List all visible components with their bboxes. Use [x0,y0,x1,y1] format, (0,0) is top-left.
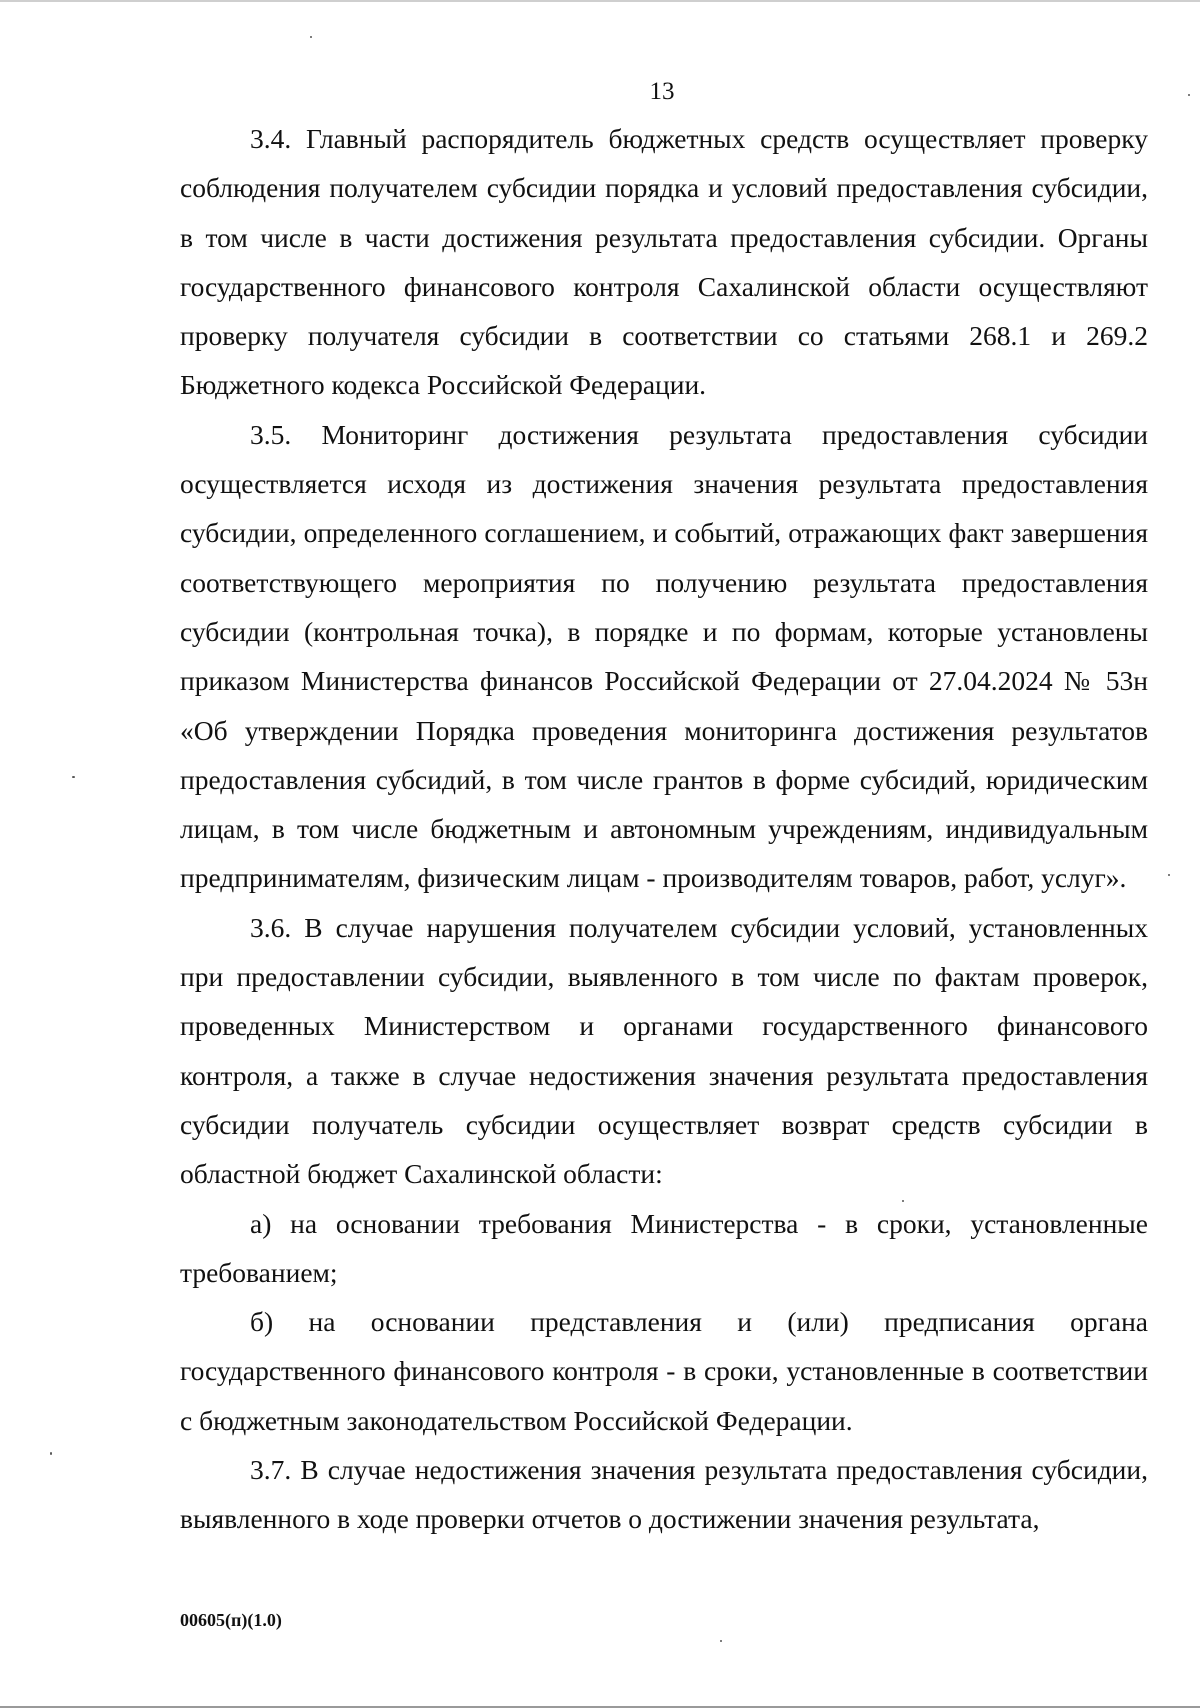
scan-speck [1188,94,1190,96]
scan-top-edge [0,0,1200,2]
scan-speck [720,1640,722,1642]
document-footer-code: 00605(п)(1.0) [180,1610,282,1630]
paragraph-3-7: 3.7. В случае недостижения значения результата предоставления субсидии, выявленного в ходе проверки отчетов о достижении значения результата, [180,1454,1148,1535]
paragraph-3-5: 3.5. Мониторинг достижения результата предоставления субсидии осуществляется исходя из достижения значения результата предоставления субсидии, определенного соглашением, и событий, отражающих факт завершения соответствующего мероприятия по получению результата предоставления субсидии (контрольная точка), в порядке и по формам, которые установлены приказом Министерства финансов Российской Федерации от 27.04.2024 № 53н «Об утверждении Порядка проведения мониторинга достижения результатов предоставления субсидий, в том числе грантов в форме субсидий, юридическим лицам, в том числе бюджетным и автономным учреждениям, индивидуальным предпринимателям, физическим лицам - производителям товаров, работ, услуг». [180,418,1148,894]
document-body [180,114,1148,1544]
paragraph-3-4: 3.4. Главный распорядитель бюджетных средств осуществляет проверку соблюдения получателем субсидии порядка и условий предоставления субсидии, в том числе в части достижения результата предоставления субсидии. Органы государственного финансового контроля Сахалинской области осуществляют проверку получателя субсидии в соответствии со статьями 268.1 и 269.2 Бюджетного кодекса Российской Федерации. [180,123,1148,401]
paragraph-3-6-b: б) на основании представления и (или) предписания органа государственного финансового контроля - в сроки, установленные в соответствии с бюджетным законодательством Российской Федерации. [180,1306,1148,1436]
paragraph-3-6-a: а) на основании требования Министерства - в сроки, установленные требованием; [180,1207,1148,1288]
scan-speck [50,1452,52,1455]
paragraph-3-6: 3.6. В случае нарушения получателем субсидии условий, установленных при предоставлении субсидии, выявленного в том числе по фактам проверок, проведенных Министерством и органами государственного финансового контроля, а также в случае недостижения значения результата предоставления субсидии получатель субсидии осуществляет возврат средств субсидии в областной бюджет Сахалинской области: [180,911,1148,1190]
page-number: 13 [649,78,675,105]
scan-speck [310,36,312,38]
scan-speck [902,1200,904,1202]
scan-speck [1168,874,1170,876]
scan-speck [72,776,75,778]
